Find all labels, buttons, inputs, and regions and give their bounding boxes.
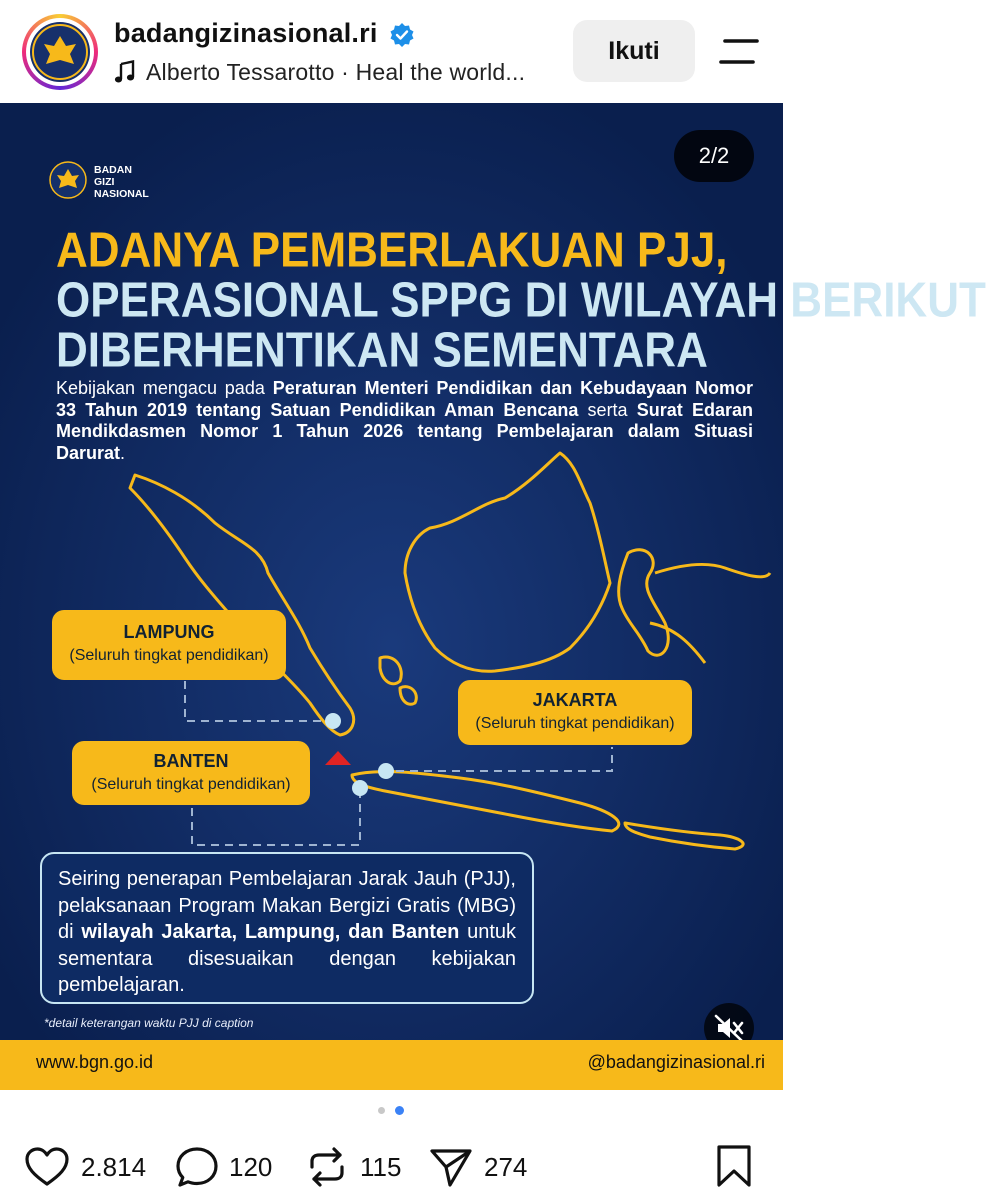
repost-icon[interactable]	[304, 1145, 350, 1189]
comment-icon[interactable]	[174, 1145, 220, 1189]
region-scope: (Seluruh tingkat pendidikan)	[91, 776, 291, 793]
footnote: *detail keterangan waktu PJJ di caption	[44, 1016, 254, 1030]
bgn-logo	[48, 160, 88, 200]
brand-text: BADAN GIZI NASIONAL	[94, 164, 149, 200]
headline-line-2: OPERASIONAL SPPG DI WILAYAH BERIKUT	[56, 273, 986, 328]
post-footer-bar	[0, 1040, 783, 1090]
avatar[interactable]	[22, 14, 98, 90]
callout-regions: wilayah Jakarta, Lampung, dan Banten	[81, 921, 460, 943]
carousel-counter: 2/2	[674, 130, 754, 182]
share-icon[interactable]	[428, 1145, 474, 1189]
region-scope: (Seluruh tingkat pendidikan)	[475, 715, 675, 732]
website-url: www.bgn.go.id	[36, 1052, 154, 1072]
carousel-dot	[378, 1107, 385, 1114]
follow-button[interactable]: Ikuti	[573, 20, 695, 82]
policy-text-regulation: Peraturan Menteri Pendidikan dan Kebudayaan Nomor 33 Tahun 2019 tentang Satuan Pendidikan Aman Bencana	[56, 378, 753, 420]
repost-count: 115	[360, 1152, 402, 1182]
policy-text-part: .	[120, 442, 126, 463]
policy-text-circular: Surat Edaran Mendikdasmen Nomor 1 Tahun 2026 tentang Pembelajaran dalam Situasi Darurat	[56, 399, 753, 463]
like-count: 2.814	[81, 1152, 147, 1182]
callout-text: untuk sementara disesuaikan dengan kebijakan pembelajaran.	[58, 921, 516, 996]
policy-text-part: Kebijakan mengacu pada	[56, 378, 273, 398]
mbg-callout	[40, 852, 534, 1004]
music-note-icon	[114, 60, 136, 84]
region-banten	[72, 741, 310, 805]
region-lampung	[52, 610, 286, 680]
region-jakarta	[458, 680, 692, 745]
menu-icon[interactable]	[717, 34, 761, 70]
region-scope: (Seluruh tingkat pendidikan)	[69, 647, 269, 664]
username[interactable]: badangizinasional.ri	[114, 18, 378, 48]
headline-line-3: DIBERHENTIKAN SEMENTARA	[56, 323, 708, 378]
comment-count: 120	[229, 1152, 273, 1182]
policy-text	[56, 378, 753, 464]
callout-text: Seiring penerapan Pembelajaran Jarak Jauh (PJJ), pelaksanaan Program Makan Bergizi Gratis (MBG) di	[58, 868, 516, 943]
post-image[interactable]	[0, 103, 986, 1090]
carousel-dot-active	[395, 1106, 404, 1115]
region-name: BANTEN	[153, 751, 229, 771]
bookmark-icon[interactable]	[712, 1143, 756, 1189]
region-name: JAKARTA	[532, 690, 618, 710]
social-handle: @badangizinasional.ri	[587, 1052, 765, 1072]
headline-line-1: ADANYA PEMBERLAKUAN PJJ,	[56, 223, 728, 278]
heart-icon[interactable]	[24, 1145, 70, 1189]
policy-text-part: serta	[578, 399, 637, 420]
region-name: LAMPUNG	[123, 622, 215, 642]
verified-badge-icon	[389, 22, 415, 48]
audio-track[interactable]: Alberto Tessarotto · Heal the world...	[146, 59, 526, 85]
share-count: 274	[484, 1152, 528, 1182]
